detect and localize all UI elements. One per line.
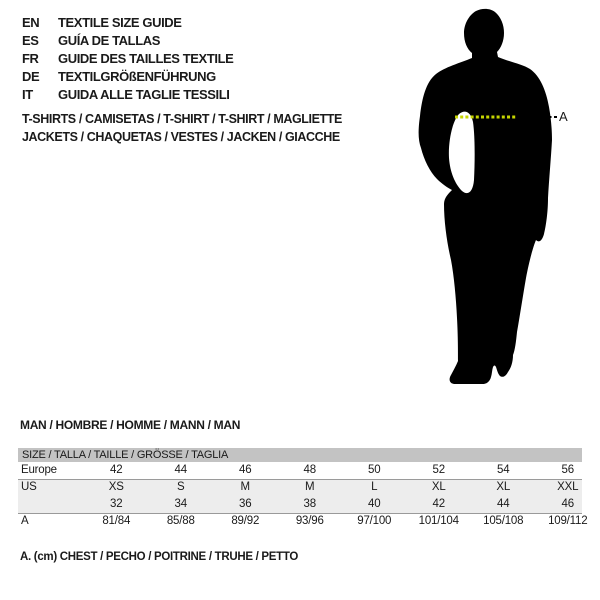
section-heading: MAN / HOMBRE / HOMME / MANN / MAN	[20, 418, 241, 432]
size-cell: 38	[303, 498, 316, 510]
size-cell: XL	[431, 481, 446, 493]
language-code: ES	[22, 33, 39, 49]
language-title: TEXTILE SIZE GUIDE	[58, 15, 182, 31]
size-cell: 56	[561, 464, 574, 476]
measurement-footnote: A. (cm) CHEST / PECHO / POITRINE / TRUHE / PETTO	[20, 551, 299, 563]
language-row	[22, 14, 233, 32]
table-header-label: SIZE / TALLA / TAILLE / GRÖSSE / TAGLIA	[22, 449, 229, 461]
language-title: GUIDE DES TAILLES TEXTILE	[58, 50, 234, 66]
table-row-us	[18, 479, 600, 496]
size-cell: 42	[432, 498, 445, 510]
language-code: EN	[22, 15, 40, 31]
size-cell: 44	[174, 464, 187, 476]
size-cell: 42	[110, 464, 123, 476]
language-row	[22, 85, 233, 103]
size-cell: 48	[303, 464, 316, 476]
language-row	[22, 50, 233, 68]
size-cell: 46	[561, 498, 574, 510]
table-row-numeric	[18, 496, 600, 513]
category-line-jackets: JACKETS / CHAQUETAS / VESTES / JACKEN / GIACCHE	[22, 130, 340, 144]
size-cell: 36	[239, 498, 252, 510]
size-cell: 44	[497, 498, 510, 510]
size-cell: L	[371, 481, 378, 493]
language-row	[22, 67, 233, 85]
size-cell: 54	[497, 464, 510, 476]
size-cell: 81/84	[102, 515, 131, 527]
size-cell: XS	[108, 481, 124, 493]
size-cell: 40	[368, 498, 381, 510]
size-cell: 85/88	[166, 515, 195, 527]
size-table	[18, 448, 600, 530]
size-cell: 101/104	[418, 515, 459, 527]
language-title: TEXTILGRÖßENFÜHRUNG	[58, 68, 216, 84]
language-title: GUÍA DE TALLAS	[58, 33, 161, 49]
row-label	[18, 496, 84, 513]
table-row-chest	[18, 513, 600, 530]
size-cell: 52	[432, 464, 445, 476]
size-cell: M	[240, 481, 250, 493]
language-code: DE	[22, 68, 40, 84]
size-cell: 46	[239, 464, 252, 476]
size-cell: S	[177, 481, 185, 493]
row-label: Europe	[21, 464, 57, 476]
row-label: A	[21, 515, 29, 527]
size-cell: M	[305, 481, 315, 493]
table-row-europe	[18, 462, 600, 479]
category-heading	[22, 110, 342, 146]
size-cell: 34	[174, 498, 187, 510]
size-cell: 105/108	[483, 515, 524, 527]
man-silhouette-path	[419, 9, 552, 384]
measure-label: A	[559, 109, 568, 124]
language-code: IT	[22, 86, 33, 102]
language-list	[22, 14, 233, 103]
size-cell: 97/100	[357, 515, 392, 527]
size-cell: 93/96	[295, 515, 324, 527]
row-label: US	[21, 481, 37, 493]
language-title: GUIDA ALLE TAGLIE TESSILI	[58, 86, 230, 102]
size-cell: 89/92	[231, 515, 260, 527]
size-cell: 32	[110, 498, 123, 510]
language-row	[22, 32, 233, 50]
size-cell: 109/112	[548, 515, 588, 527]
category-line-tshirts: T-SHIRTS / CAMISETAS / T-SHIRT / T-SHIRT / MAGLIETTE	[22, 112, 342, 126]
size-cell: XXL	[557, 481, 579, 493]
size-cell: XL	[496, 481, 511, 493]
size-cell: 50	[368, 464, 381, 476]
language-code: FR	[22, 50, 39, 66]
man-silhouette	[415, 0, 575, 395]
